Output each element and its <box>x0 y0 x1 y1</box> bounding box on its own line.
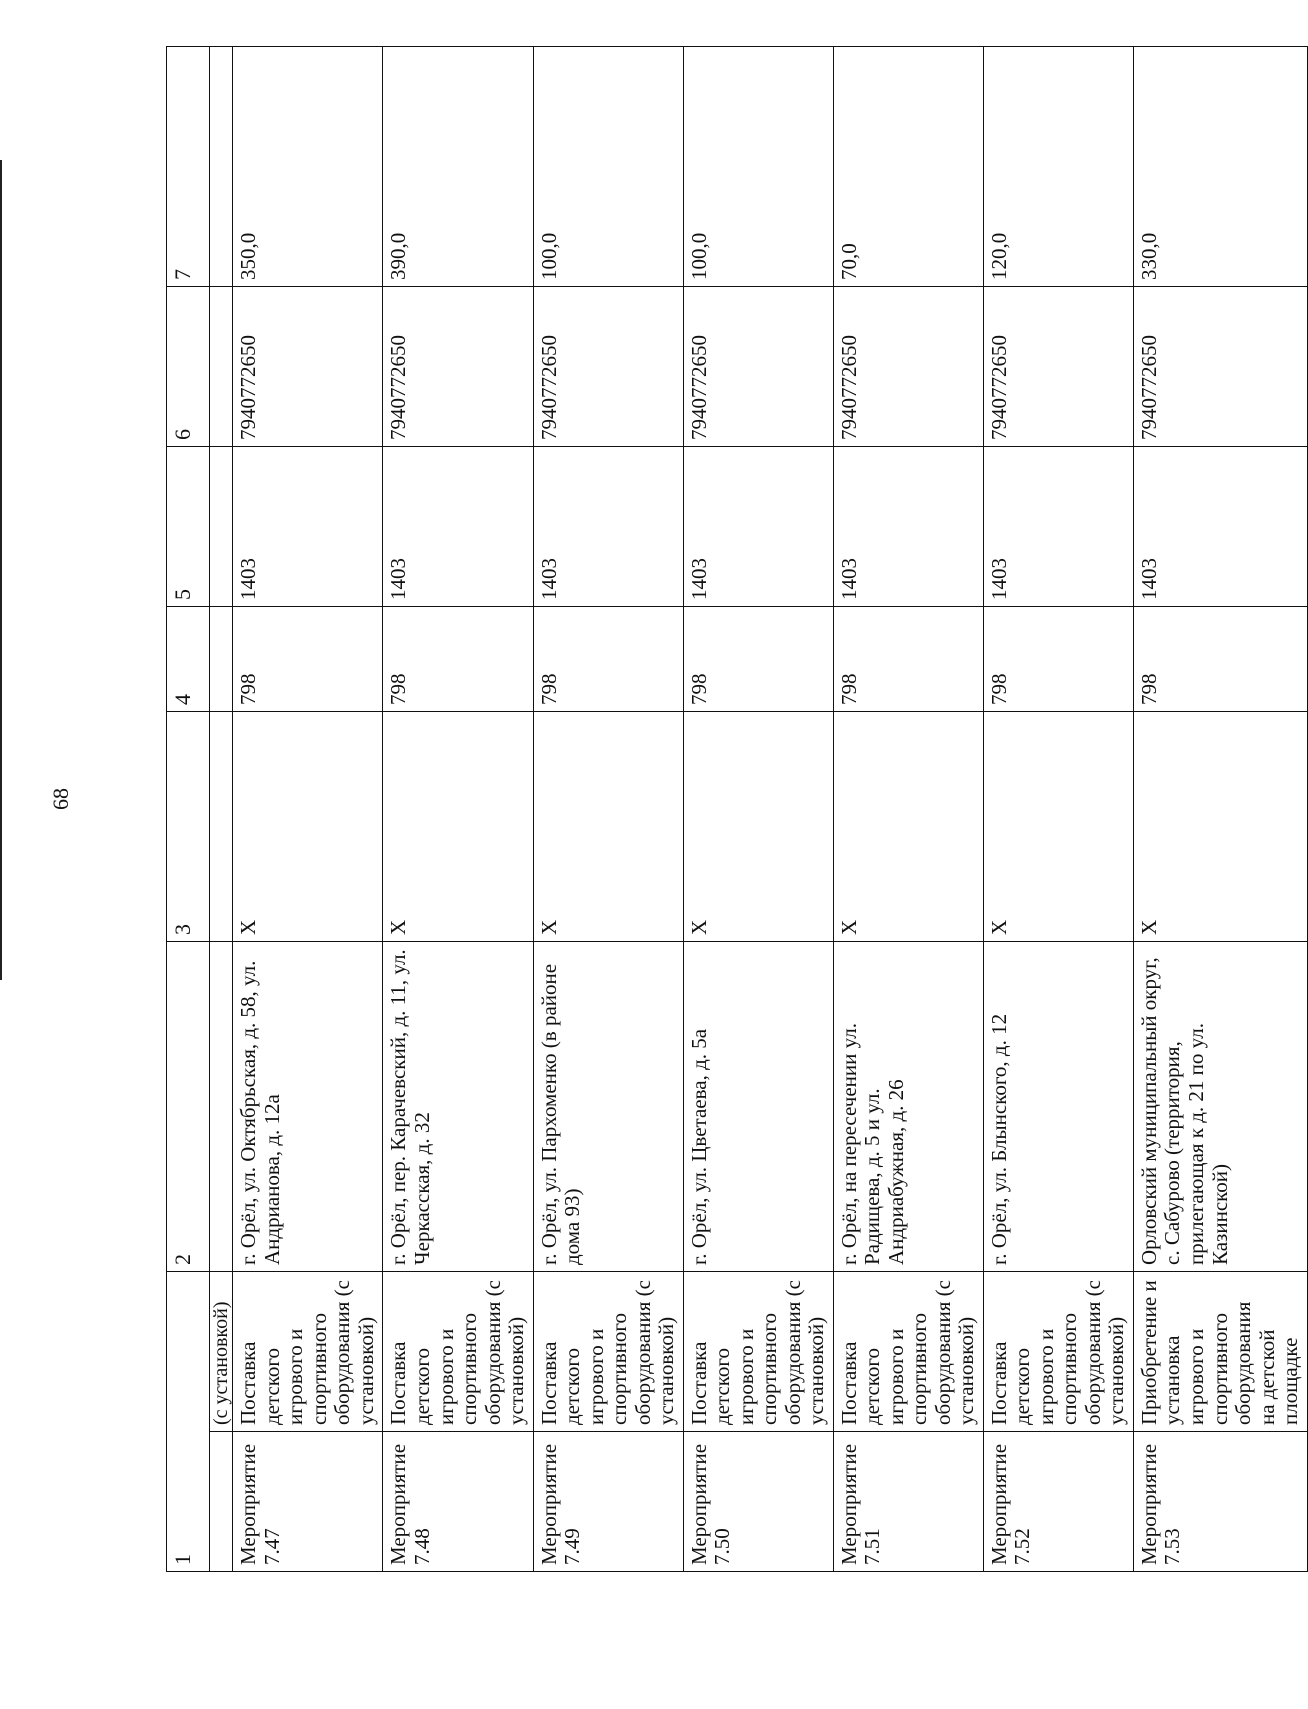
event-id: Мероприятие 7.50 <box>683 1432 833 1572</box>
col7-amount: 330,0 <box>1133 47 1307 287</box>
event-id: Мероприятие 7.47 <box>233 1432 383 1572</box>
event-id: Мероприятие 7.48 <box>383 1432 533 1572</box>
col3-mark: X <box>833 712 983 942</box>
col3-mark: X <box>233 712 383 942</box>
rotated-table-wrapper <box>166 47 1303 1572</box>
event-id: Мероприятие 7.52 <box>983 1432 1133 1572</box>
col7-amount: 100,0 <box>683 47 833 287</box>
col4-code: 798 <box>383 607 533 712</box>
event-name: Приобретение и установка игрового и спортивного оборудования на детской площадке <box>1133 1272 1307 1432</box>
col7-amount: 350,0 <box>233 47 383 287</box>
col7-amount: 120,0 <box>983 47 1133 287</box>
header-col-2: 2 <box>167 942 210 1272</box>
col4-code: 798 <box>533 607 683 712</box>
col7-amount: 70,0 <box>833 47 983 287</box>
event-name: Поставка детского игрового и спортивного оборудования (с установкой) <box>233 1272 383 1432</box>
event-id: Мероприятие 7.51 <box>833 1432 983 1572</box>
col3-mark: X <box>683 712 833 942</box>
col3-mark: X <box>1133 712 1307 942</box>
header-col-4: 4 <box>167 607 210 712</box>
col6-code: 7940772650 <box>533 287 683 447</box>
event-address: г. Орёл, пер. Карачевский, д. 11, ул. Черкасская, д. 32 <box>383 942 533 1272</box>
col5-code: 1403 <box>383 447 533 607</box>
col3-mark: X <box>983 712 1133 942</box>
continuation-text: (с установкой) <box>210 1272 233 1432</box>
col6-code: 7940772650 <box>683 287 833 447</box>
header-col-5: 5 <box>167 447 210 607</box>
event-address: Орловский муниципальный округ, с. Сабурово (территория, прилегающая к д. 21 по ул. Казинской) <box>1133 942 1307 1272</box>
col5-code: 1403 <box>233 447 383 607</box>
event-address: г. Орёл, ул. Октябрьская, д. 58, ул. Андрианова, д. 12а <box>233 942 383 1272</box>
col4-code: 798 <box>233 607 383 712</box>
scan-edge-line <box>0 160 2 980</box>
header-col-6: 6 <box>167 287 210 447</box>
event-name: Поставка детского игрового и спортивного оборудования (с установкой) <box>833 1272 983 1432</box>
col5-code: 1403 <box>683 447 833 607</box>
col6-code: 7940772650 <box>383 287 533 447</box>
event-name: Поставка детского игрового и спортивного оборудования (с установкой) <box>983 1272 1133 1432</box>
event-id: Мероприятие 7.49 <box>533 1432 683 1572</box>
table-row <box>233 47 383 1572</box>
col5-code: 1403 <box>983 447 1133 607</box>
col5-code: 1403 <box>1133 447 1307 607</box>
col5-code: 1403 <box>533 447 683 607</box>
budget-table <box>166 46 1308 1572</box>
col6-code: 7940772650 <box>833 287 983 447</box>
event-address: г. Орёл, ул. Цветаева, д. 5а <box>683 942 833 1272</box>
event-name: Поставка детского игрового и спортивного оборудования (с установкой) <box>683 1272 833 1432</box>
col6-code: 7940772650 <box>233 287 383 447</box>
col7-amount: 100,0 <box>533 47 683 287</box>
col3-mark: X <box>533 712 683 942</box>
event-address: г. Орёл, на пересечении ул. Радищева, д. 5 и ул. Андриабужная, д. 26 <box>833 942 983 1272</box>
event-id: Мероприятие 7.53 <box>1133 1432 1307 1572</box>
col6-code: 7940772650 <box>1133 287 1307 447</box>
col3-mark: X <box>383 712 533 942</box>
col4-code: 798 <box>1133 607 1307 712</box>
col7-amount: 390,0 <box>383 47 533 287</box>
event-address: г. Орёл, ул. Блынского, д. 12 <box>983 942 1133 1272</box>
continuation-row <box>210 47 233 1572</box>
table-row <box>833 47 983 1572</box>
col4-code: 798 <box>683 607 833 712</box>
header-col-7: 7 <box>167 47 210 287</box>
col4-code: 798 <box>983 607 1133 712</box>
col4-code: 798 <box>833 607 983 712</box>
table-row <box>383 47 533 1572</box>
table-row <box>683 47 833 1572</box>
header-col-3: 3 <box>167 712 210 942</box>
header-col-1: 1 <box>167 1272 210 1572</box>
page-number: 68 <box>48 788 73 810</box>
event-address: г. Орёл, ул. Пархоменко (в районе дома 93) <box>533 942 683 1272</box>
table-row <box>1133 47 1307 1572</box>
col6-code: 7940772650 <box>983 287 1133 447</box>
col5-code: 1403 <box>833 447 983 607</box>
table-row <box>983 47 1133 1572</box>
table-row <box>533 47 683 1572</box>
event-name: Поставка детского игрового и спортивного оборудования (с установкой) <box>533 1272 683 1432</box>
header-row <box>167 47 210 1572</box>
event-name: Поставка детского игрового и спортивного оборудования (с установкой) <box>383 1272 533 1432</box>
